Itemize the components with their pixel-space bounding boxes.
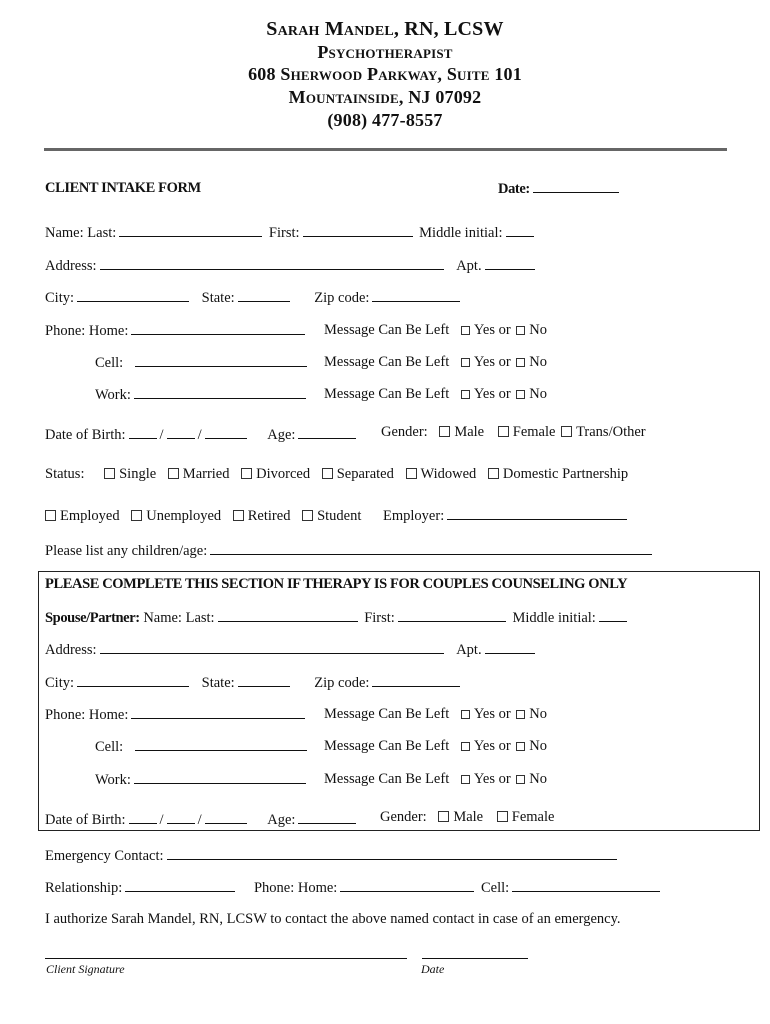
spouse-name-row — [45, 609, 630, 627]
spouse-work-message-option — [324, 771, 547, 788]
slash: / — [197, 427, 202, 443]
yes-or-label: Yes or — [473, 706, 511, 722]
spouse-name-last-label: Name: Last: — [143, 610, 215, 626]
cell-blank[interactable] — [135, 354, 307, 367]
spouse-city-label: City: — [45, 675, 75, 691]
work-no-checkbox[interactable] — [516, 390, 525, 399]
spouse-male-checkbox[interactable] — [438, 811, 449, 822]
domestic-partnership-label: Domestic Partnership — [502, 466, 629, 482]
spouse-partner-label: Spouse/Partner: — [45, 610, 140, 626]
apt-blank[interactable] — [485, 257, 535, 270]
spouse-gender-label: Gender: — [380, 809, 427, 825]
emergency-cell-blank[interactable] — [512, 879, 660, 892]
spouse-dob-row — [45, 811, 359, 829]
state-label: State: — [201, 290, 235, 306]
no-label: No — [529, 738, 548, 754]
message-label: Message Can Be Left — [324, 771, 450, 787]
gender-label: Gender: — [381, 424, 428, 440]
no-label: No — [529, 706, 548, 722]
retired-checkbox[interactable] — [233, 510, 244, 521]
dob-year-blank[interactable] — [205, 426, 247, 439]
spouse-address-blank[interactable] — [100, 641, 444, 654]
spouse-work-no-checkbox[interactable] — [516, 775, 525, 784]
emergency-cell-label: Cell: — [480, 880, 510, 896]
spouse-phone-home-row — [45, 706, 308, 724]
unemployed-checkbox[interactable] — [131, 510, 142, 521]
male-checkbox[interactable] — [439, 426, 450, 437]
work-label: Work: — [95, 387, 131, 403]
female-checkbox[interactable] — [498, 426, 509, 437]
spouse-middle-initial-label: Middle initial: — [512, 610, 596, 626]
dob-month-blank[interactable] — [129, 426, 157, 439]
divorced-label: Divorced — [256, 466, 311, 482]
phone-number: (908) 477-8557 — [327, 110, 443, 130]
state-blank[interactable] — [238, 289, 290, 302]
cell-row — [95, 354, 310, 372]
spouse-work-label: Work: — [95, 772, 131, 788]
city-blank[interactable] — [77, 289, 189, 302]
address-row — [45, 257, 538, 275]
spouse-age-blank[interactable] — [298, 811, 356, 824]
yes-or-label: Yes or — [473, 771, 511, 787]
children-label: Please list any children/age: — [45, 543, 208, 559]
spouse-city-row — [45, 674, 463, 692]
student-label: Student — [317, 508, 362, 524]
spouse-phone-home-label: Phone: Home: — [45, 707, 129, 723]
slash: / — [159, 812, 164, 828]
female-label: Female — [512, 424, 556, 440]
separated-checkbox[interactable] — [322, 468, 333, 479]
unemployed-label: Unemployed — [146, 508, 222, 524]
emergency-phone-home-label: Phone: Home: — [253, 880, 338, 896]
employment-row — [45, 507, 630, 525]
student-checkbox[interactable] — [302, 510, 313, 521]
single-checkbox[interactable] — [104, 468, 115, 479]
work-yes-checkbox[interactable] — [461, 390, 470, 399]
retired-label: Retired — [247, 508, 291, 524]
spouse-dob-label: Date of Birth: — [45, 812, 126, 828]
married-checkbox[interactable] — [168, 468, 179, 479]
address-label: Address: — [45, 258, 97, 274]
slash: / — [197, 812, 202, 828]
emergency-contact-blank[interactable] — [167, 847, 617, 860]
name-last-label: Name: Last: — [45, 225, 117, 241]
date-field[interactable] — [498, 180, 622, 198]
message-label: Message Can Be Left — [324, 738, 450, 754]
spouse-address-row — [45, 641, 538, 659]
status-label: Status: — [45, 466, 85, 482]
spouse-state-label: State: — [201, 675, 235, 691]
date-label: Date: — [498, 181, 530, 197]
female-label: Female — [511, 809, 555, 825]
yes-or-label: Yes or — [473, 322, 511, 338]
city-label: City: — [45, 290, 75, 306]
form-title: CLIENT INTAKE FORM — [45, 180, 201, 196]
spouse-apt-blank[interactable] — [485, 641, 535, 654]
address-line-1: 608 Sherwood Parkway, Suite 101 — [248, 64, 522, 84]
spouse-middle-initial-blank[interactable] — [599, 609, 627, 622]
spouse-home-yes-checkbox[interactable] — [461, 710, 470, 719]
children-blank[interactable] — [210, 542, 652, 555]
message-label: Message Can Be Left — [324, 706, 450, 722]
spouse-cell-no-checkbox[interactable] — [516, 742, 525, 751]
spouse-work-blank[interactable] — [134, 771, 306, 784]
gender-group — [381, 424, 646, 441]
employed-label: Employed — [60, 508, 120, 524]
relationship-row — [45, 879, 663, 897]
married-label: Married — [182, 466, 230, 482]
message-label: Message Can Be Left — [324, 354, 450, 370]
spouse-home-no-checkbox[interactable] — [516, 710, 525, 719]
city-row — [45, 289, 463, 307]
spouse-zip-label: Zip code: — [314, 675, 370, 691]
emergency-phone-home-blank[interactable] — [340, 879, 474, 892]
signature-date-label: Date — [421, 962, 445, 976]
work-message-option — [324, 386, 547, 403]
home-yes-checkbox[interactable] — [461, 326, 470, 335]
spouse-apt-label: Apt. — [456, 642, 482, 658]
spouse-last-name-blank[interactable] — [218, 609, 358, 622]
yes-or-label: Yes or — [473, 354, 511, 370]
spouse-cell-blank[interactable] — [135, 738, 307, 751]
no-label: No — [529, 322, 548, 338]
trans-other-label: Trans/Other — [576, 424, 646, 440]
separated-label: Separated — [336, 466, 394, 482]
spouse-cell-label: Cell: — [95, 739, 124, 755]
spouse-gender-group — [380, 809, 554, 826]
employed-checkbox[interactable] — [45, 510, 56, 521]
age-label: Age: — [267, 427, 296, 443]
message-label: Message Can Be Left — [324, 386, 450, 402]
children-row — [45, 542, 655, 560]
male-label: Male — [453, 809, 484, 825]
phone-home-blank[interactable] — [131, 322, 305, 335]
spouse-work-row — [95, 771, 309, 789]
yes-or-label: Yes or — [473, 738, 511, 754]
phone-home-row — [45, 322, 308, 340]
spouse-cell-row — [95, 738, 310, 756]
spouse-home-message-option — [324, 706, 547, 723]
home-message-option — [324, 322, 547, 339]
authorization-text: I authorize Sarah Mandel, RN, LCSW to contact the above named contact in case of an emergency. — [45, 911, 621, 927]
spouse-dob-year-blank[interactable] — [205, 811, 247, 824]
cell-label: Cell: — [95, 355, 124, 371]
divorced-checkbox[interactable] — [241, 468, 252, 479]
spouse-age-label: Age: — [267, 812, 296, 828]
spouse-cell-yes-checkbox[interactable] — [461, 742, 470, 751]
zip-blank[interactable] — [372, 289, 460, 302]
practitioner-name: Sarah Mandel, RN, LCSW — [266, 18, 504, 40]
last-name-blank[interactable] — [119, 224, 262, 237]
work-blank[interactable] — [134, 386, 306, 399]
client-signature-line[interactable] — [45, 957, 407, 959]
dob-day-blank[interactable] — [167, 426, 195, 439]
spouse-first-label: First: — [364, 610, 395, 626]
yes-or-label: Yes or — [473, 386, 511, 402]
practitioner-title: Psychotherapist — [317, 42, 453, 62]
first-name-label: First: — [268, 225, 300, 241]
emergency-contact-label: Emergency Contact: — [45, 848, 164, 864]
no-label: No — [529, 771, 548, 787]
work-row — [95, 386, 309, 404]
relationship-blank[interactable] — [125, 879, 235, 892]
spouse-dob-month-blank[interactable] — [129, 811, 157, 824]
couples-heading: PLEASE COMPLETE THIS SECTION IF THERAPY IS FOR COUPLES COUNSELING ONLY — [45, 576, 628, 592]
male-label: Male — [454, 424, 485, 440]
client-signature-label: Client Signature — [46, 962, 125, 976]
name-row — [45, 224, 537, 242]
cell-no-checkbox[interactable] — [516, 358, 525, 367]
spouse-cell-message-option — [324, 738, 547, 755]
employer-label: Employer: — [383, 508, 445, 524]
trans-other-checkbox[interactable] — [561, 426, 572, 437]
zip-label: Zip code: — [314, 290, 370, 306]
employer-blank[interactable] — [447, 507, 627, 520]
spouse-female-checkbox[interactable] — [497, 811, 508, 822]
single-label: Single — [119, 466, 157, 482]
message-label: Message Can Be Left — [324, 322, 450, 338]
spouse-first-name-blank[interactable] — [398, 609, 506, 622]
spouse-city-blank[interactable] — [77, 674, 189, 687]
dob-label: Date of Birth: — [45, 427, 126, 443]
cell-yes-checkbox[interactable] — [461, 358, 470, 367]
no-label: No — [529, 354, 548, 370]
spouse-state-blank[interactable] — [238, 674, 290, 687]
slash: / — [159, 427, 164, 443]
first-name-blank[interactable] — [303, 224, 413, 237]
middle-initial-label: Middle initial: — [419, 225, 503, 241]
no-label: No — [529, 386, 548, 402]
apt-label: Apt. — [456, 258, 482, 274]
header-divider — [44, 148, 727, 151]
emergency-contact-row — [45, 847, 620, 865]
domestic-partnership-checkbox[interactable] — [488, 468, 499, 479]
relationship-label: Relationship: — [45, 880, 123, 896]
spouse-address-label: Address: — [45, 642, 97, 658]
status-row — [45, 466, 628, 483]
spouse-dob-day-blank[interactable] — [167, 811, 195, 824]
cell-message-option — [324, 354, 547, 371]
home-no-checkbox[interactable] — [516, 326, 525, 335]
dob-row — [45, 426, 359, 444]
address-blank[interactable] — [100, 257, 444, 270]
phone-home-label: Phone: Home: — [45, 323, 129, 339]
spouse-phone-home-blank[interactable] — [131, 706, 305, 719]
age-blank[interactable] — [298, 426, 356, 439]
spouse-work-yes-checkbox[interactable] — [461, 775, 470, 784]
signature-date-line[interactable] — [422, 957, 528, 959]
spouse-zip-blank[interactable] — [372, 674, 460, 687]
widowed-label: Widowed — [420, 466, 477, 482]
widowed-checkbox[interactable] — [406, 468, 417, 479]
date-blank[interactable] — [533, 180, 619, 193]
middle-initial-blank[interactable] — [506, 224, 534, 237]
address-line-2: Mountainside, NJ 07092 — [288, 87, 482, 107]
